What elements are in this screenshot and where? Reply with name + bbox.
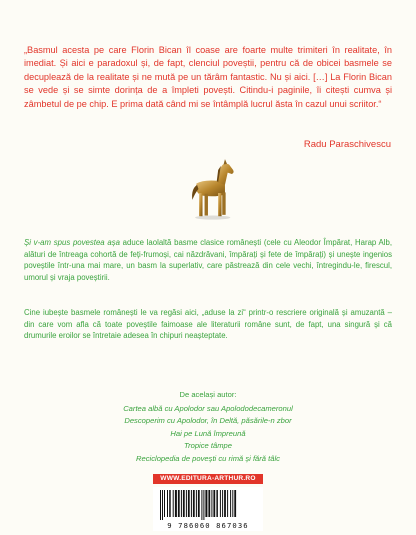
barcode-bar [201, 490, 202, 520]
barcode-bar [234, 490, 236, 517]
barcode-bar [164, 490, 165, 517]
description-paragraph-2: Cine iubește basmele românești le va regăsi aici, „aduse la zi“ printr-o rescriere originală și amuzantă – din care vom afla că toate poveștile faimoase ale literaturii române sunt, de fapt, una singură și că drumurile eroilor se întretaie adesea în chipuri neașteptate. [24, 308, 392, 341]
barcode-bar [186, 490, 187, 517]
barcode-bar [205, 490, 207, 517]
barcode-bar [196, 490, 197, 517]
list-item: Tropice tâmpe [184, 441, 232, 451]
quote-author: Radu Paraschivescu [303, 139, 391, 150]
barcode-bar [162, 490, 163, 520]
barcode-digits: 9 786060 867036 [167, 521, 249, 530]
barcode-bar [191, 490, 192, 517]
description-paragraph-1 [24, 237, 392, 283]
barcode-bar [208, 490, 210, 517]
other-books-list [60, 403, 356, 465]
book-title-italic: Și v-am spus povestea așa [24, 238, 120, 247]
barcode-bar [220, 490, 221, 517]
golden-horse-icon [176, 155, 244, 223]
barcode-bar [198, 490, 200, 517]
list-item: Cartea albă cu Apolodor sau Apolododecameronul [123, 404, 293, 413]
list-item: Descoperim cu Apolodor, în Deltă, păsările-n zbor [124, 416, 292, 426]
barcode-bar [232, 490, 233, 517]
barcode-bar [169, 490, 171, 517]
barcode-bar [216, 490, 218, 517]
barcode-bar [224, 490, 226, 517]
barcode-bar [188, 490, 190, 517]
barcode-bar [160, 490, 161, 520]
other-books-section [60, 390, 356, 465]
isbn-barcode [153, 487, 263, 531]
barcode-bar [183, 490, 185, 517]
barcode-bar [227, 490, 228, 517]
description-paragraph-1-text: aduce laolaltă basme clasice românești (cele cu Aleodor Împărat, Harap Alb, alături de întreaga cohortă de feți-frumoși, cai năzdrăvani, împărați și fete de împărați) și unește ingenios poveștile într-una mai mare, un basm la superlativ, care păstrează din cele vechi, întregindu-le, firescul, umorul și vraja poveștirii. [24, 238, 392, 282]
list-item: Hai pe Lună împreună [170, 428, 246, 438]
barcode-bar [222, 490, 223, 517]
barcode-bar [211, 490, 212, 517]
list-item: Reciclopedia de povești cu rimă și fără tâlc [136, 453, 280, 463]
other-books-title: De același autor: [179, 390, 237, 399]
barcode-bar [181, 490, 182, 517]
publisher-website: WWW.EDITURA-ARTHUR.RO [153, 474, 263, 484]
quote-text: „Basmul acesta pe care Florin Bican îl coase are foarte multe trimiteri în realitate, în imediat. Și aici e paradoxul și, de fapt, clenciul poveștii, pentru că de obicei basmele se decuplează de la realitate și ne mută pe un tărâm fantastic. Nu și aici. […] La Florin Bican se vede și se simte dorința de a împleti povești. Citindu-i paginile, îi citești cumva și zâmbetul de pe chip. E prima dată când mi se întâmplă lucrul ăsta în cazul unui scriitor.“ [24, 45, 392, 109]
barcode-bar [173, 490, 174, 517]
barcode-bars [159, 490, 257, 520]
barcode-bar [178, 490, 180, 517]
barcode-bar [213, 490, 215, 517]
barcode-bar [167, 490, 168, 517]
barcode-bar [193, 490, 195, 517]
barcode-bar [203, 490, 204, 520]
barcode-bar [175, 490, 177, 517]
barcode-bar [230, 490, 231, 517]
